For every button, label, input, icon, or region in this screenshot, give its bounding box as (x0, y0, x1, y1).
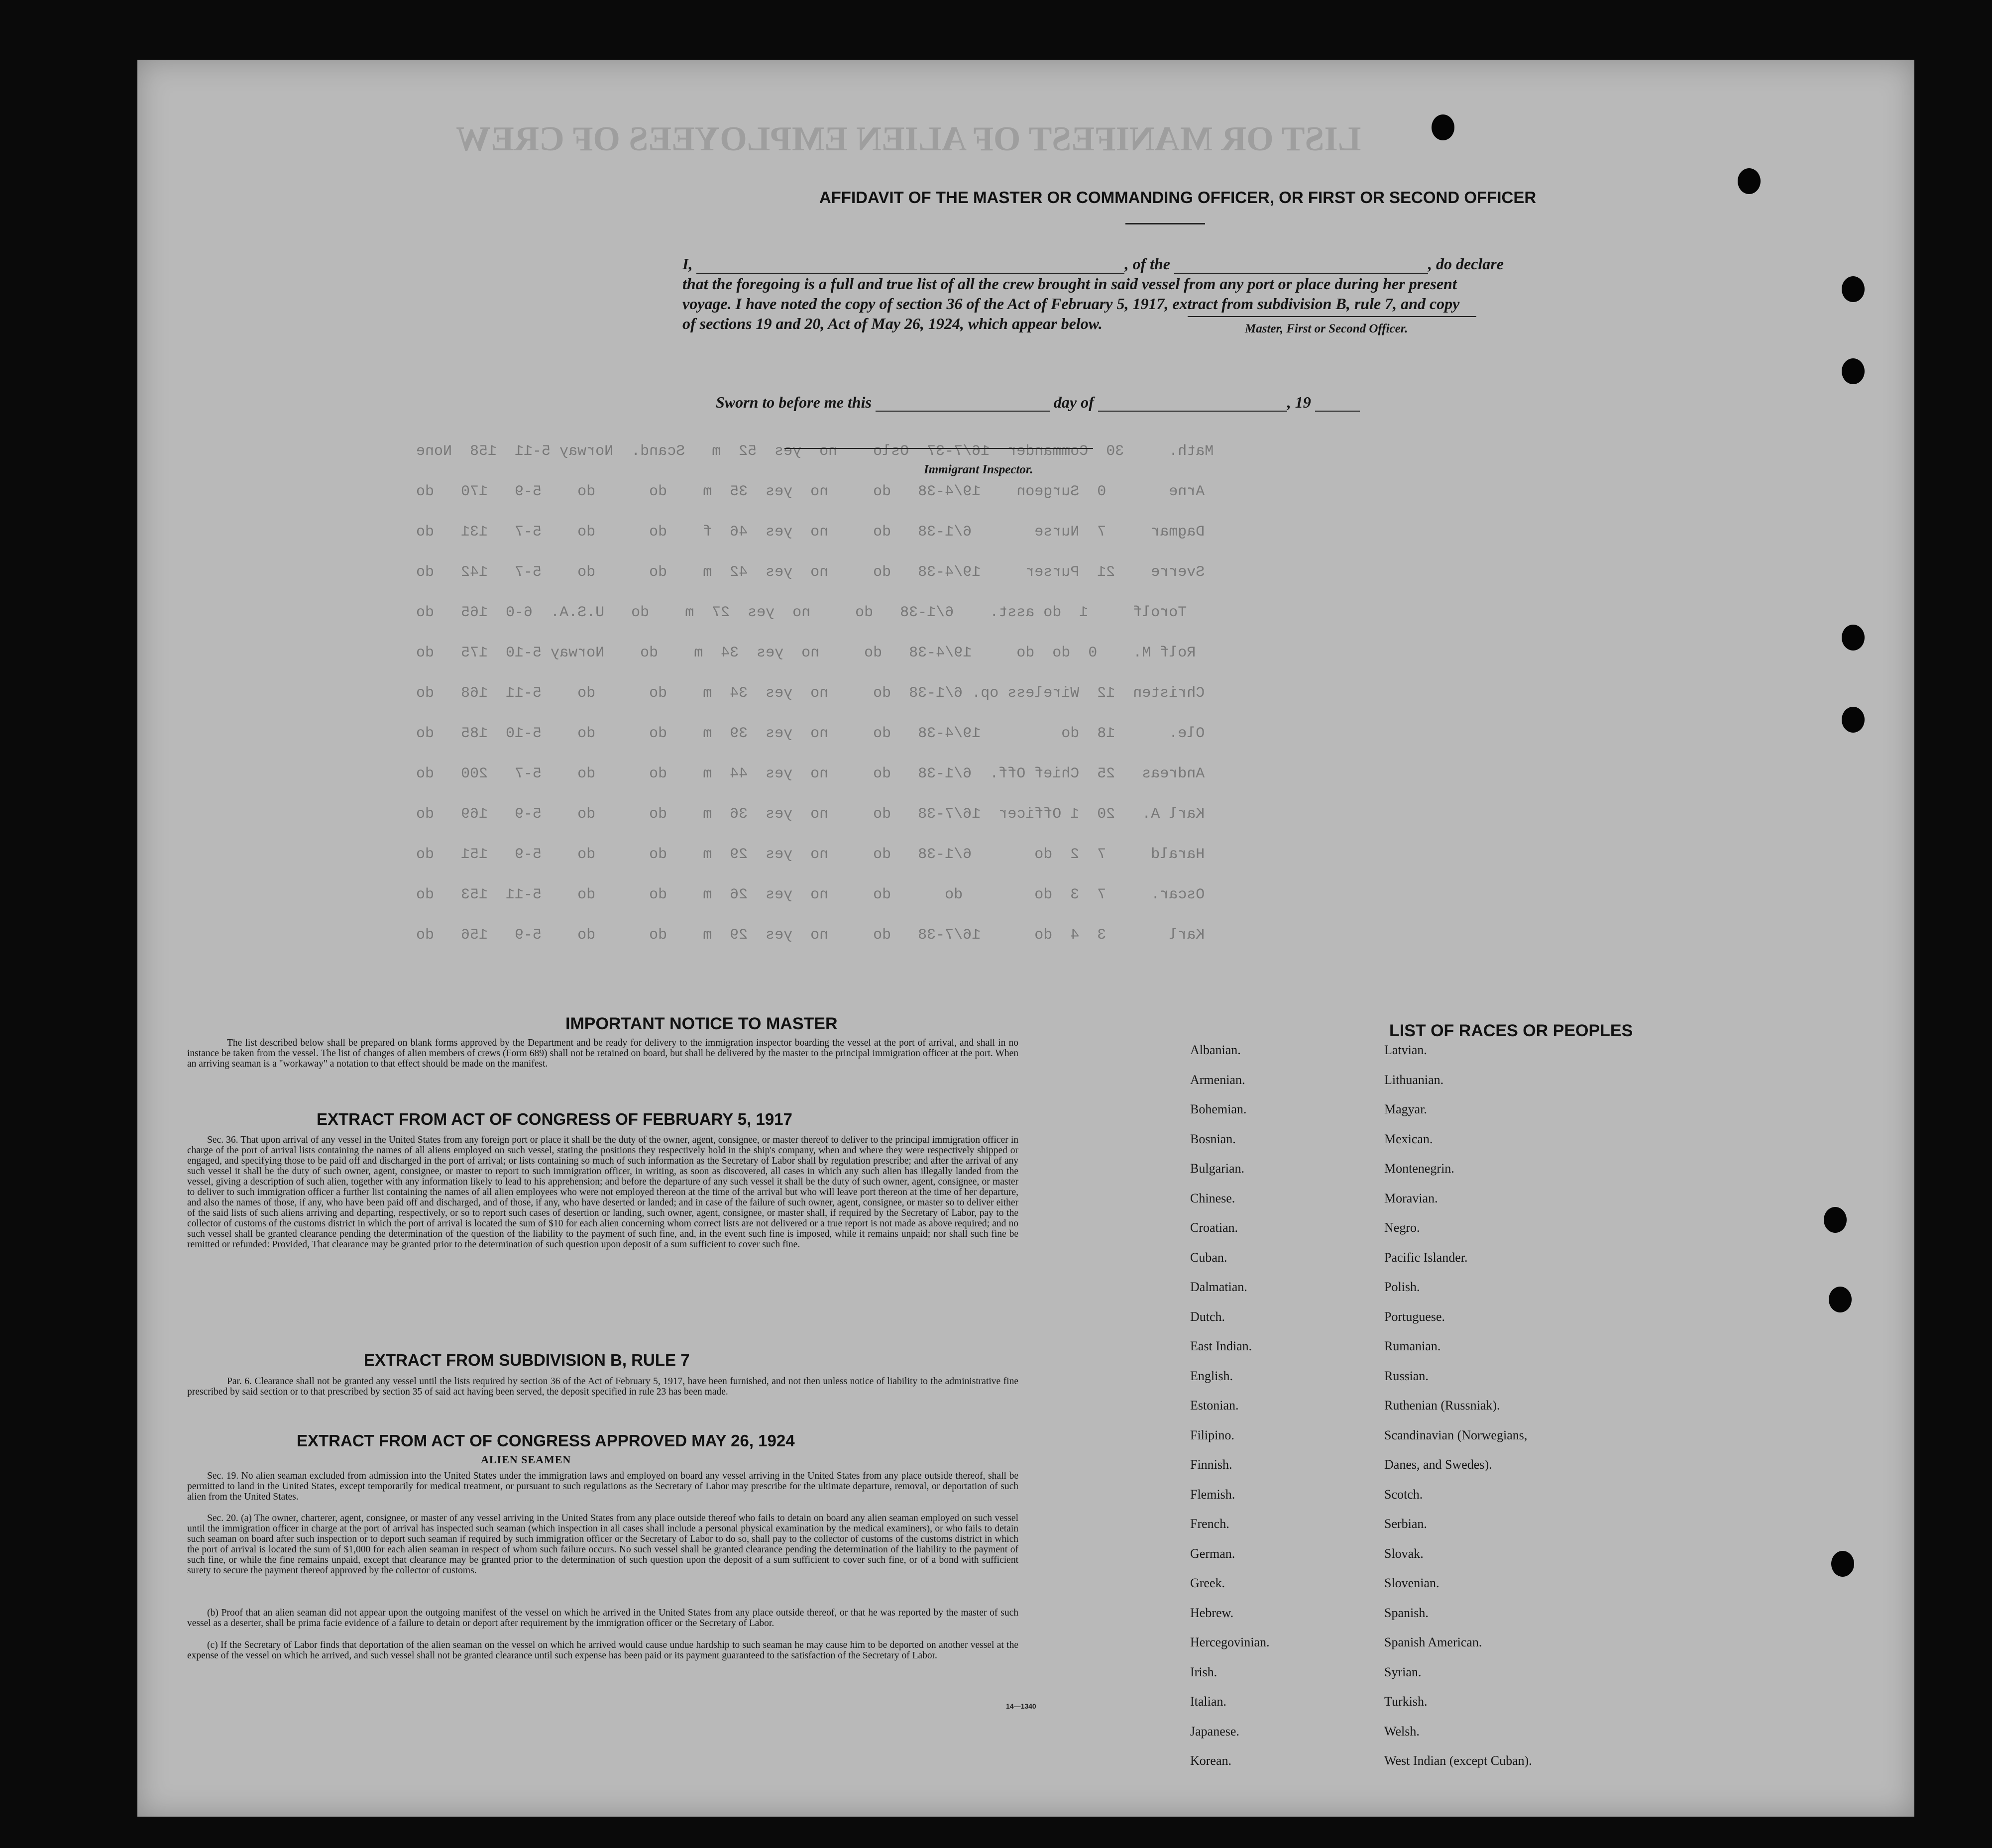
race-item: Bulgarian. (1190, 1161, 1245, 1176)
sworn-year-prefix: , 19 (1287, 393, 1311, 411)
race-item: Bohemian. (1190, 1102, 1247, 1116)
race-item: English. (1190, 1368, 1233, 1383)
form-number: 14—1340 (1006, 1702, 1036, 1710)
race-item: Filipino. (1190, 1427, 1234, 1442)
race-item: Syrian. (1384, 1664, 1422, 1679)
race-item: Dalmatian. (1190, 1280, 1247, 1294)
race-item: Spanish. (1384, 1605, 1429, 1620)
race-item: Scandinavian (Norwegians, (1384, 1427, 1528, 1442)
race-item: Chinese. (1190, 1191, 1235, 1205)
bleed-through-row: Andreas 25 Chief Off. 6/1-38 do no yes 44 m do do 5-7 200 do (416, 765, 1205, 782)
bleed-through-row: Harald 7 2 do 6/1-38 do no yes 29 m do do 5-9 151 do (416, 846, 1205, 863)
race-item: Armenian. (1190, 1072, 1245, 1087)
bleed-through-row: Oscar. 7 3 do do do no yes 26 m do do 5-11 153 do (416, 886, 1205, 903)
races-title: LIST OF RACES OR PEOPLES (1389, 1021, 1633, 1040)
master-signature-label: Master, First or Second Officer. (1245, 322, 1408, 335)
race-item: Dutch. (1190, 1309, 1225, 1324)
punch-hole (1824, 1207, 1847, 1233)
sworn-prefix: Sworn to before me this (716, 393, 872, 411)
inspector-signature-label: Immigrant Inspector. (924, 463, 1033, 476)
bleed-through-row: Karl 3 4 do 16/7-38 do no yes 29 m do do 5-9 156 do (416, 927, 1205, 944)
bleed-through-row: Karl A. 20 1 Officer 16/7-38 do no yes 36 m do do 5-9 169 do (416, 806, 1205, 823)
race-item: German. (1190, 1546, 1235, 1561)
title-rule (1125, 223, 1205, 224)
declaration-line-2: that the foregoing is a full and true list of all the crew brought in said vessel from any port or place during her present (682, 275, 1457, 293)
vessel-name-field[interactable] (1174, 258, 1428, 274)
affidavit-declaration (682, 254, 1678, 333)
master-name-field[interactable] (696, 258, 1124, 274)
bleed-through-row: Ole. 18 do 19/4-38 do no yes 39 m do do 5-10 185 do (416, 725, 1205, 742)
race-item: Magyar. (1384, 1102, 1427, 1116)
bleed-through-row: Torolf 1 do asst. 6/1-38 do no yes 27 m do U.S.A. 6-0 165 do (416, 604, 1187, 621)
declaration-do-declare: , do declare (1428, 255, 1504, 273)
race-item: Russian. (1384, 1368, 1429, 1383)
sworn-day-field[interactable] (876, 397, 1050, 412)
race-item: Portuguese. (1384, 1309, 1445, 1324)
declaration-line-3: voyage. I have noted the copy of section 36 of the Act of February 5, 1917, extract from subdivision B, rule 7, and copy (682, 295, 1460, 313)
race-item: Croatian. (1190, 1220, 1238, 1235)
race-item: Danes, and Swedes). (1384, 1457, 1492, 1472)
notice-text: The list described below shall be prepared on blank forms approved by the Department and be ready for delivery to the immigration inspector boarding the vessel at the port of arrival, and shall in no instance be taken from the vessel. The list of changes of alien members of crews (Form 689) shall not be retained on board, but shall be delivered by the master to the principal immigration officer at the port. When an arriving seaman is a "workaway" a notation to that effect should be made on the manifest. (187, 1038, 1018, 1069)
race-item: Finnish. (1190, 1457, 1232, 1472)
punch-hole (1842, 358, 1865, 384)
bleed-through-row: Sverre 21 Purser 19/4-38 do no yes 42 m do do 5-7 142 do (416, 564, 1205, 581)
declaration-i: I, (682, 255, 693, 273)
act-1924-sec-20b: (b) Proof that an alien seaman did not appear upon the outgoing manifest of the vessel on which he arrived in the United States from any place outside thereof, or that he was reported by the master of such vessel as a deserter, shall be prima facie evidence of a failure to detain or deport after requirement by the immigration officer or the Secretary of Labor. (187, 1608, 1018, 1629)
inspector-signature-line[interactable] (784, 448, 1093, 449)
declaration-line-1 (682, 254, 1678, 274)
bleed-through-row: Dagmar 7 Nurse 6/1-38 do no yes 46 f do do 5-7 131 do (416, 524, 1205, 541)
bleed-through-row: Rolf M. 0 do do 19/4-38 do no yes 34 m do Norway 5-10 175 do (416, 645, 1196, 661)
act-1924-sec-20c: (c) If the Secretary of Labor finds that deportation of the alien seaman on the vessel on which he arrived would cause undue hardship to such seaman he may cause him to be deported on another vessel at the expense of the vessel on which he arrived, and such vessel shall not be granted clearance until such expense has been paid or its payment guaranteed to the satisfaction of the Secretary of Labor. (187, 1640, 1018, 1661)
race-item: Flemish. (1190, 1487, 1235, 1502)
act-1924-sec-19: Sec. 19. No alien seaman excluded from admission into the United States under the immigration laws and employed on board any vessel arriving in the United States from any place outside thereof, shall be permitted to land in the United States, except temporarily for medical treatment, or pursuant to such regulations as the Secretary of Labor may prescribe for the ultimate departure, removal, or deportation of such alien from the United States. (187, 1471, 1018, 1502)
race-item: Estonian. (1190, 1398, 1239, 1413)
bleed-through-row: Math. 30 Commander 16/7-37 Oslo no yes 52 m Scand. Norway 5-11 158 None (416, 443, 1214, 460)
race-item: Bosnian. (1190, 1131, 1236, 1146)
bleed-through-row: Christen 12 Wireless op. 6/1-38 do no yes 34 m do do 5-11 168 do (416, 685, 1205, 702)
race-item: Hercegovinian. (1190, 1635, 1270, 1649)
race-item: Hebrew. (1190, 1605, 1234, 1620)
race-item: Mexican. (1384, 1131, 1433, 1146)
race-item: Slovak. (1384, 1546, 1424, 1561)
master-signature-line[interactable] (1188, 316, 1476, 317)
sworn-year-field[interactable] (1315, 397, 1360, 412)
sworn-month-field[interactable] (1098, 397, 1287, 412)
race-item: Serbian. (1384, 1517, 1427, 1531)
race-item: Lithuanian. (1384, 1072, 1444, 1087)
act-1917-title: EXTRACT FROM ACT OF CONGRESS OF FEBRUARY 5, 1917 (317, 1110, 792, 1128)
act-1924-sec-20a: Sec. 20. (a) The owner, charterer, agent, consignee, or master of any vessel arriving in the United States from any place outside thereof who fails to detain on board any alien seaman employed on such vessel until the immigration officer in charge at the port of arrival has inspected such seaman (which inspection in all cases shall include a personal physical examination by the medical examiners), or who fails to detain such seaman on board after such inspection or to deport such seaman if required by such immigration officer or the Secretary of Labor to do so, shall pay to the collector of customs of the customs district in which the port of arrival is located the sum of $1,000 for each alien seaman in respect of whom such failure occurs. No such vessel shall be granted clearance pending the determination of the liability to the payment of such fine, or while the fine remains unpaid, except that clearance may be granted prior to the determination of such question upon the deposit of a sum sufficient to cover such fine, or of a bond with sufficient surety to secure the payment thereof approved by the collector of customs. (187, 1513, 1018, 1576)
race-item: French. (1190, 1517, 1229, 1531)
race-item: Irish. (1190, 1664, 1217, 1679)
punch-hole (1831, 1551, 1854, 1577)
act-1917-text: Sec. 36. That upon arrival of any vessel in the United States from any foreign port or place it shall be the duty of the owner, agent, consignee, or master thereof to deliver to the principal immigration officer in charge of the port of arrival lists containing the names of all aliens employed on such vessel, stating the positions they respectively hold in the ship's company, when and where they were respectively shipped or engaged, and specifying those to be paid off and discharged in the port of arrival; or lists containing so much of such information as the Secretary of Labor shall by regulation prescribe; and after the arrival of any such vessel it shall be the duty of such owner, agent, consignee, or master to report to such immigration officer, in writing, as soon as discovered, all cases in which any such alien has illegally landed from the vessel, giving a description of such alien, together with any information likely to lead to his apprehension; and before the departure of any such vessel it shall be the duty of such owner, agent, consignee, or master to deliver to such immigration officer a further list containing the names of all alien employees who were not employed thereon at the time of the arrival but who will leave port thereon at the time of her departure, and also the names of those, if any, who have been paid off and discharged, and of those, if any, who have deserted or landed; and in case of the failure of such owner, agent, consignee, or master so to deliver either of the said lists of such aliens arriving and departing, respectively, or so to report such cases of desertion or landing, such owner, agent, consignee, or master shall, if required by the Secretary of Labor, pay to the collector of customs of the customs district in which the port of arrival is located the sum of $10 for each alien concerning whom correct lists are not delivered or a true report is not made as above required; and no such vessel shall be granted clearance pending the determination of the question of the liability to the payment of such fine, and, in the event such fine is imposed, while it remains unpaid; nor shall such fine be remitted or refunded: Provided, That clearance may be granted prior to the determination of such question upon deposit of a sum sufficient to cover such fine. (187, 1135, 1018, 1250)
affidavit-title: AFFIDAVIT OF THE MASTER OR COMMANDING OFFICER, OR FIRST OR SECOND OFFICER (819, 188, 1537, 207)
race-item: Scotch. (1384, 1487, 1423, 1502)
race-item: Turkish. (1384, 1694, 1428, 1709)
race-item: West Indian (except Cuban). (1384, 1753, 1532, 1768)
notice-title: IMPORTANT NOTICE TO MASTER (565, 1014, 838, 1033)
race-item: Greek. (1190, 1576, 1225, 1590)
race-item: Albanian. (1190, 1043, 1241, 1057)
race-item: Latvian. (1384, 1043, 1427, 1057)
punch-hole (1432, 114, 1454, 140)
race-item: Polish. (1384, 1280, 1420, 1294)
rule-7-title: EXTRACT FROM SUBDIVISION B, RULE 7 (364, 1351, 690, 1369)
punch-hole (1738, 168, 1761, 194)
race-item: Japanese. (1190, 1724, 1239, 1739)
race-item: Montenegrin. (1384, 1161, 1454, 1176)
bleed-through-row: Arne 0 Surgeon 19/4-38 do no yes 35 m do do 5-9 170 do (416, 483, 1205, 500)
race-item: Moravian. (1384, 1191, 1438, 1205)
punch-hole (1829, 1287, 1852, 1312)
race-item: Italian. (1190, 1694, 1226, 1709)
race-item: Pacific Islander. (1384, 1250, 1468, 1265)
manifest-page (137, 60, 1914, 1817)
rule-7-text: Par. 6. Clearance shall not be granted any vessel until the lists required by section 36 of the Act of February 5, 1917, have been furnished, and not then unless notice of liability to the administrative fine prescribed by said section or to that prescribed by section 35 of said act having been served, the deposit specified in rule 23 has been made. (187, 1376, 1018, 1397)
race-item: Ruthenian (Russniak). (1384, 1398, 1500, 1413)
sworn-day-of: day of (1053, 393, 1094, 411)
punch-hole (1842, 276, 1865, 302)
race-item: Cuban. (1190, 1250, 1227, 1265)
act-1924-title: EXTRACT FROM ACT OF CONGRESS APPROVED MAY 26, 1924 (297, 1431, 795, 1450)
race-item: Spanish American. (1384, 1635, 1482, 1649)
race-item: Korean. (1190, 1753, 1232, 1768)
race-item: Slovenian. (1384, 1576, 1439, 1590)
act-1924-subtitle: ALIEN SEAMEN (481, 1453, 571, 1466)
punch-hole (1842, 707, 1865, 733)
punch-hole (1842, 625, 1865, 651)
race-item: Welsh. (1384, 1724, 1420, 1739)
race-item: Rumanian. (1384, 1339, 1441, 1353)
declaration-line-4: of sections 19 and 20, Act of May 26, 1924, which appear below. (682, 315, 1103, 332)
race-item: Negro. (1384, 1220, 1420, 1235)
race-item: East Indian. (1190, 1339, 1252, 1353)
sworn-line (716, 393, 1360, 412)
bleed-through-header: LIST OR MANIFEST OF ALIEN EMPLOYEES OF CREW (456, 120, 1361, 158)
declaration-of-the: , of the (1124, 255, 1170, 273)
